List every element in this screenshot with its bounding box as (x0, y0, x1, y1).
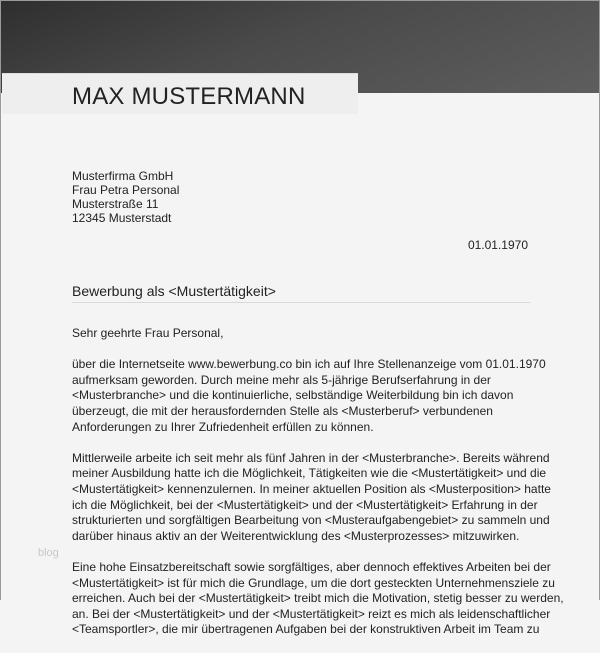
text-line: meiner Ausbildung hatte ich die Möglichkeit, Tätigkeiten wie die <Mustertätigkeit> und die (72, 466, 547, 481)
letter-subject: Bewerbung als <Mustertätigkeit> (72, 283, 276, 299)
text-line: ich die Möglichkeit, bei der <Mustertätigkeit> und der <Mustertätigkeit> Erfahrung in der (72, 497, 538, 512)
text-line: darüber hinaus aktiv an der Weiterentwicklung des <Musterprozesses> mitzuwirken. (72, 528, 520, 543)
recipient-city: 12345 Musterstadt (72, 211, 172, 225)
text-line: erreichen. Auch bei der <Mustertätigkeit> treibt mich die Motivation, stetig besser zu werden, (72, 591, 564, 606)
text-line: <Mustertätigkeit> kennenzulernen. In meiner aktuellen Position als <Musterposition> hatte (72, 481, 551, 496)
text-line: Eine hohe Einsatzbereitschaft sowie sorgfältiges, aber dennoch effektives Arbeiten bei der (72, 559, 551, 574)
text-line: strukturierten und sorgfältigen Bearbeitung von <Musteraufgabengebiet> zu sammeln und (72, 513, 550, 528)
salutation-text: Sehr geehrte Frau Personal, (72, 326, 224, 340)
watermark: blog (38, 547, 59, 559)
letter-date: 01.01.1970 (467, 238, 528, 252)
text-line: an. Bei der <Mustertätigkeit> und der <Mustertätigkeit> reizt es mich als leidenschaftlicher (72, 606, 551, 621)
recipient-street: Musterstraße 11 (72, 197, 159, 211)
recipient-company: Musterfirma GmbH (72, 169, 174, 183)
text-line: <Teamsportler>, die mir übertragenen Aufgaben bei der konstruktiven Arbeit im Team zu (72, 622, 540, 637)
text-line: über die Internetseite www.bewerbung.co bin ich auf Ihre Stellenanzeige vom 01.01.1970 (72, 357, 546, 372)
text-line: <Mustertätigkeit> ist für mich die Grundlage, um die dort gesteckten Unternehmensziele zu (72, 575, 555, 590)
recipient-person: Frau Petra Personal (72, 183, 180, 197)
text-line: aufmerksam geworden. Durch meine mehr als 5-jährige Berufserfahrung in der (72, 372, 491, 387)
text-line: überzeugt, die mit der herausfordernden Stelle als <Musterberuf> verbundenen (72, 403, 493, 418)
text-line: Mittlerweile arbeite ich seit mehr als fünf Jahren in der <Musterbranche>. Bereits während (72, 450, 550, 465)
applicant-name: MAX MUSTERMANN (72, 83, 306, 110)
text-line: Anforderungen zu Ihrer Zufriedenheit erfüllen zu können. (72, 419, 374, 434)
text-line: <Musterbranche> und die kontinuierliche, selbständige Weiterbildung bin ich davon (72, 388, 514, 403)
